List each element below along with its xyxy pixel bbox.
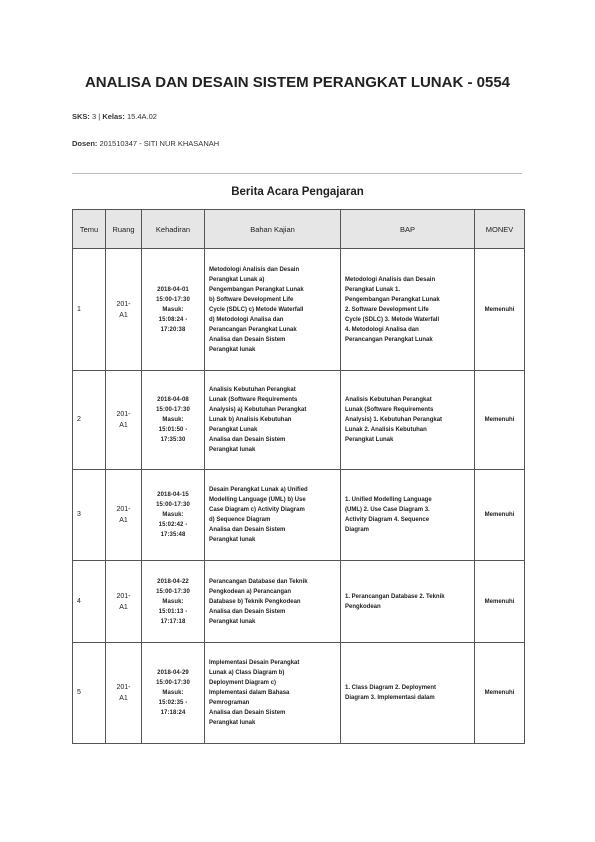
ruang-cell-line: 201-	[116, 684, 131, 691]
table-row	[73, 561, 525, 643]
monev-cell: Memenuhi	[475, 470, 525, 561]
bap-cell-line: 1. Perancangan Database 2. Teknik	[345, 593, 445, 600]
kehadiran-cell-line: 17:17:18	[160, 618, 186, 625]
bahan-kajian-cell-line: Pengembangan Perangkat Lunak	[209, 286, 304, 293]
monev-cell: Memenuhi	[475, 643, 525, 744]
kehadiran-cell-line: 15:00-17:30	[156, 502, 190, 508]
bahan-kajian-cell	[205, 371, 341, 470]
bap-cell-line: 1. Unified Modelling Language	[345, 497, 432, 503]
bap-cell-line: Lunak (Software Requirements	[345, 407, 434, 413]
bahan-kajian-cell-line: Analysis) a) Kebutuhan Perangkat	[209, 407, 307, 413]
bahan-kajian-cell-line: Lunak a) Class Diagram b)	[209, 670, 285, 676]
bahan-kajian-cell	[205, 249, 341, 371]
temu-cell: 4	[73, 561, 106, 643]
kehadiran-cell-line: 15:00-17:30	[156, 296, 190, 303]
bahan-kajian-cell-line: Pengkodean a) Perancangan	[209, 588, 292, 595]
kehadiran-cell-line: 15:00-17:30	[156, 680, 190, 686]
bap-cell-line: 2. Software Development Life	[345, 306, 429, 313]
kehadiran-cell-line: 2018-04-29	[157, 670, 189, 676]
bahan-kajian-cell-line: Perangkat Lunak	[209, 427, 258, 433]
bap-cell-line: Lunak 2. Analisis Kebutuhan	[345, 427, 427, 433]
bap-cell-line: Cycle (SDLC) 3. Metode Waterfall	[345, 316, 440, 323]
kehadiran-cell-line: Masuk:	[162, 598, 184, 605]
bahan-kajian-cell-line: Perangkat lunak	[209, 537, 256, 543]
bap-cell-line: Pengkodean	[345, 603, 381, 610]
ruang-cell-line: 201-	[116, 411, 131, 418]
ruang-cell	[106, 561, 142, 643]
monev-cell: Memenuhi	[475, 371, 525, 470]
kehadiran-cell-line: 15:00-17:30	[156, 588, 190, 595]
bahan-kajian-cell-line: Modelling Language (UML) b) Use	[209, 497, 306, 503]
bahan-kajian-cell	[205, 643, 341, 744]
bahan-kajian-cell-line: Lunak (Software Requirements	[209, 397, 298, 403]
bahan-kajian-cell-line: Analisa dan Desain Sistem	[209, 527, 286, 533]
bahan-kajian-cell-line: Implementasi dalam Bahasa	[209, 690, 290, 696]
table-row	[73, 470, 525, 561]
monev-cell: Memenuhi	[475, 561, 525, 643]
bahan-kajian-cell-line: Implementasi Desain Perangkat	[209, 660, 300, 666]
bahan-kajian-cell-line: Cycle (SDLC) c) Metode Waterfall	[209, 306, 304, 313]
kehadiran-cell-line: 17:35:48	[160, 532, 186, 538]
header-monev: MONEV	[475, 210, 525, 249]
bahan-kajian-cell-line: b) Software Development Life	[209, 296, 294, 303]
bap-cell-line: Diagram 3. Implementasi dalam	[345, 695, 435, 701]
monev-cell: Memenuhi	[475, 249, 525, 371]
sks-kelas-line	[72, 112, 157, 121]
kehadiran-cell-line: Masuk:	[162, 306, 184, 313]
kehadiran-cell-line: 2018-04-01	[157, 286, 189, 293]
header-bahan-kajian: Bahan Kajian	[205, 210, 341, 249]
bahan-kajian-cell-line: Desain Perangkat Lunak a) Unified	[209, 487, 308, 493]
table-row	[73, 371, 525, 470]
ruang-cell	[106, 643, 142, 744]
bahan-kajian-cell	[205, 470, 341, 561]
ruang-cell	[106, 371, 142, 470]
bap-cell	[341, 371, 475, 470]
kehadiran-cell-line: Masuk:	[162, 417, 184, 423]
bap-cell-line: Metodologi Analisis dan Desain	[345, 276, 436, 283]
table-header-row	[73, 210, 525, 249]
bap-cell-line: (UML) 2. Use Case Diagram 3.	[345, 507, 430, 513]
kehadiran-cell-line: 15:02:42 -	[158, 522, 188, 528]
bap-cell-line: 1. Class Diagram 2. Deployment	[345, 685, 437, 691]
kehadiran-cell-line: 15:02:35 -	[158, 700, 188, 706]
attendance-table	[72, 209, 525, 744]
ruang-cell-line: A1	[119, 311, 128, 319]
ruang-cell-line: A1	[119, 695, 128, 702]
ruang-cell-line: A1	[119, 517, 128, 524]
bahan-kajian-cell-line: Perangkat lunak	[209, 346, 256, 353]
bahan-kajian-cell-line: Perangkat lunak	[209, 618, 256, 625]
kehadiran-cell	[142, 561, 205, 643]
bahan-kajian-cell-line: Perangkat lunak	[209, 720, 256, 726]
kehadiran-cell	[142, 643, 205, 744]
header-temu: Temu	[73, 210, 106, 249]
bahan-kajian-cell-line: Analisa dan Desain Sistem	[209, 608, 286, 615]
bahan-kajian-cell-line: Analisa dan Desain Sistem	[209, 437, 286, 443]
bap-cell-line: Pengembangan Perangkat Lunak	[345, 296, 440, 303]
kehadiran-cell-line: 2018-04-15	[157, 492, 189, 498]
sks-label: SKS:	[72, 112, 90, 121]
kehadiran-cell-line: Masuk:	[162, 512, 184, 518]
bahan-kajian-cell-line: Database b) Teknik Pengkodean	[209, 598, 301, 605]
table-body	[73, 249, 525, 744]
table-row	[73, 643, 525, 744]
bahan-kajian-cell-line: Case Diagram c) Activity Diagram	[209, 507, 305, 513]
bahan-kajian-cell-line: Deployment Diagram c)	[209, 680, 277, 686]
bap-cell-line: Diagram	[345, 527, 370, 533]
ruang-cell-line: 201-	[116, 300, 131, 308]
bap-cell	[341, 470, 475, 561]
temu-cell: 5	[73, 643, 106, 744]
bahan-kajian-cell	[205, 561, 341, 643]
kehadiran-cell-line: 15:01:13 -	[158, 608, 188, 615]
dosen-value: 201510347 - SITI NUR KHASANAH	[99, 139, 220, 148]
bap-cell-line: Analysis) 1. Kebutuhan Perangkat	[345, 417, 443, 423]
bahan-kajian-cell-line: Pemrograman	[209, 700, 250, 706]
kehadiran-cell-line: 15:08:24 -	[158, 316, 188, 323]
kehadiran-cell-line: 2018-04-08	[157, 397, 189, 403]
kehadiran-cell	[142, 371, 205, 470]
sks-value: 3	[92, 112, 97, 121]
kehadiran-cell-line: 17:18:24	[160, 710, 186, 716]
bap-cell-line: Perangkat Lunak 1.	[345, 286, 401, 293]
bap-cell-line: 4. Metodologi Analisa dan	[345, 326, 419, 333]
sks-separator: |	[98, 112, 101, 121]
table-row	[73, 249, 525, 371]
bahan-kajian-cell-line: d) Metodologi Analisa dan	[209, 316, 284, 323]
course-title: ANALISA DAN DESAIN SISTEM PERANGKAT LUNAK - 0554	[84, 74, 511, 91]
ruang-cell-line: 201-	[116, 592, 131, 600]
bahan-kajian-cell-line: Analisis Kebutuhan Perangkat	[209, 387, 296, 393]
header-ruang: Ruang	[106, 210, 142, 249]
ruang-cell-line: A1	[119, 422, 128, 429]
kehadiran-cell	[142, 249, 205, 371]
temu-cell: 3	[73, 470, 106, 561]
temu-cell: 1	[73, 249, 106, 371]
bap-cell	[341, 249, 475, 371]
kehadiran-cell-line: 15:00-17:30	[156, 407, 190, 413]
bahan-kajian-cell-line: Lunak b) Analisis Kebutuhan	[209, 417, 292, 423]
bahan-kajian-cell-line: Perangkat Lunak a)	[209, 276, 265, 283]
kelas-value: 15.4A.02	[126, 112, 157, 121]
bahan-kajian-cell-line: Analisa dan Desain Sistem	[209, 336, 286, 343]
kehadiran-cell-line: 2018-04-22	[157, 578, 189, 585]
ruang-cell-line: 201-	[116, 506, 131, 513]
dosen-line	[72, 139, 219, 148]
kehadiran-cell-line: 17:35:30	[160, 437, 186, 443]
bahan-kajian-cell-line: Metodologi Analisis dan Desain	[209, 266, 300, 273]
ruang-cell	[106, 249, 142, 371]
ruang-cell-line: A1	[119, 603, 128, 611]
section-title: Berita Acara Pengajaran	[231, 186, 364, 198]
kehadiran-cell-line: 17:20:38	[160, 326, 186, 333]
temu-cell: 2	[73, 371, 106, 470]
kehadiran-cell-line: 15:01:50 -	[158, 427, 188, 433]
bap-cell	[341, 643, 475, 744]
bahan-kajian-cell-line: Perancangan Perangkat Lunak	[209, 326, 297, 333]
header-kehadiran: Kehadiran	[142, 210, 205, 249]
bap-cell	[341, 561, 475, 643]
bahan-kajian-cell-line: d) Sequence Diagram	[209, 517, 271, 523]
bap-cell-line: Perangkat Lunak	[345, 437, 394, 443]
ruang-cell	[106, 470, 142, 561]
bap-cell-line: Analisis Kebutuhan Perangkat	[345, 397, 432, 403]
divider	[72, 173, 522, 174]
bahan-kajian-cell-line: Analisa dan Desain Sistem	[209, 710, 286, 716]
bap-cell-line: Perancangan Perangkat Lunak	[345, 336, 433, 343]
kehadiran-cell	[142, 470, 205, 561]
dosen-label: Dosen:	[72, 139, 98, 148]
bahan-kajian-cell-line: Perangkat lunak	[209, 447, 256, 453]
bap-cell-line: Activity Diagram 4. Sequence	[345, 517, 430, 523]
kehadiran-cell-line: Masuk:	[162, 690, 184, 696]
bahan-kajian-cell-line: Perancangan Database dan Teknik	[209, 578, 308, 585]
header-bap: BAP	[341, 210, 475, 249]
kelas-label: Kelas:	[102, 112, 125, 121]
